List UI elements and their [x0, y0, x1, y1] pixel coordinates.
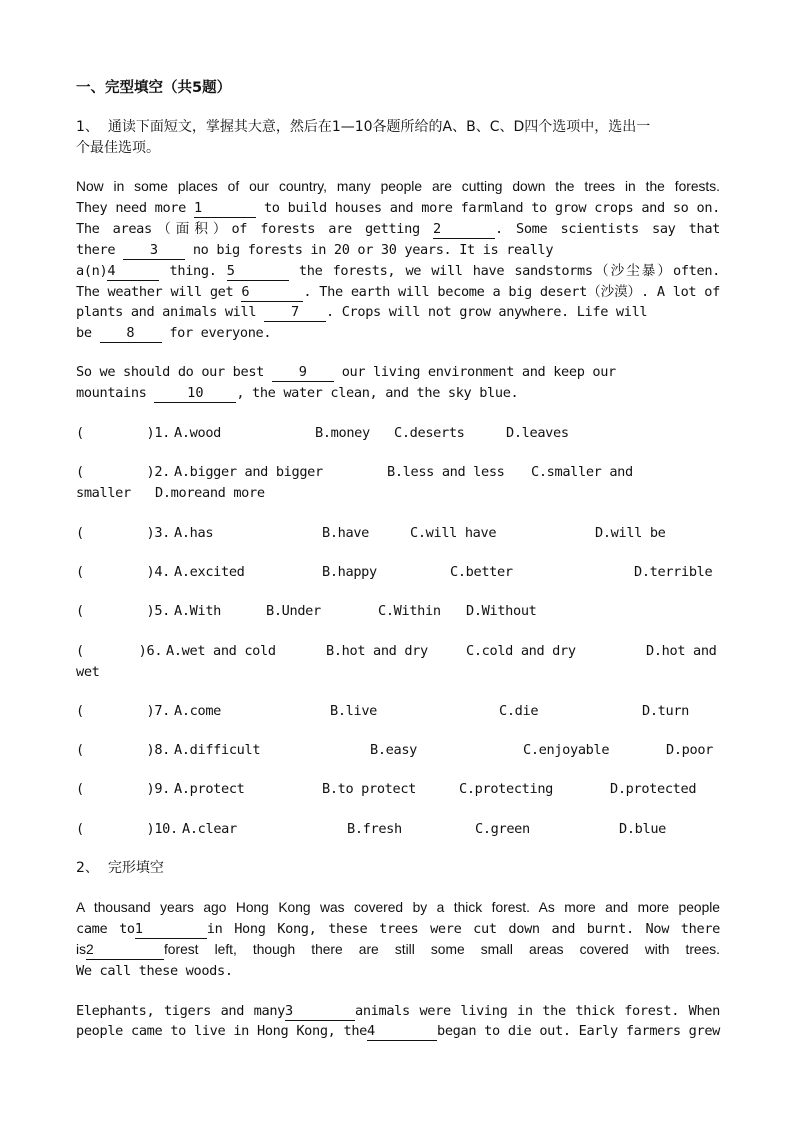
- option-d[interactable]: D.will be: [595, 525, 666, 541]
- option-a[interactable]: A.clear: [182, 821, 237, 837]
- option-a[interactable]: A.bigger and bigger: [174, 464, 323, 480]
- q1-blank-2[interactable]: 2: [433, 221, 495, 239]
- q1-passage-line: The weather will get 6 . The earth will become a big desert（沙漠）. A lot of: [76, 284, 720, 300]
- q1-instruction: [76, 117, 720, 137]
- option-c[interactable]: C.cold and dry: [466, 643, 576, 659]
- q2-title: 完形填空: [107, 860, 164, 876]
- option-a[interactable]: A.protect: [174, 781, 245, 797]
- q1-passage-line: mountains 10 , the water clean, and the sky blue.: [76, 385, 519, 401]
- q2-blank-3[interactable]: 3: [285, 1003, 355, 1021]
- q2-blank-4[interactable]: 4: [367, 1023, 437, 1041]
- option-c[interactable]: C.smaller and: [531, 464, 633, 480]
- option-a[interactable]: A.has: [174, 525, 214, 541]
- q2-heading: [76, 858, 720, 878]
- option-d-wrap: wet: [76, 664, 100, 680]
- section-title: 一、完型填空（共5题）: [76, 80, 232, 96]
- q1-instruction-line2: 个最佳选项。: [76, 140, 160, 156]
- q2-passage-line: We call these woods.: [76, 963, 233, 979]
- q1-passage-line: be 8 for everyone.: [76, 325, 272, 341]
- option-a[interactable]: A.come: [174, 703, 222, 719]
- option-a[interactable]: A.wet and cold: [166, 643, 276, 659]
- option-a[interactable]: A.excited: [174, 564, 245, 580]
- q1-number: 1、: [76, 119, 99, 135]
- option-a[interactable]: A.difficult: [174, 742, 261, 758]
- option-c[interactable]: C.protecting: [459, 781, 554, 797]
- q1-passage-line: The areas（面积）of forests are getting 2 . Some scientists say that: [76, 221, 720, 237]
- option-a[interactable]: A.wood: [174, 425, 222, 441]
- q2-passage-line: Elephants, tigers and many3 animals were living in the thick forest. When: [76, 1003, 720, 1019]
- q1-blank-8[interactable]: 8: [100, 325, 162, 343]
- option-b[interactable]: B.happy: [322, 564, 377, 580]
- option-d[interactable]: D.Without: [466, 603, 537, 619]
- option-c[interactable]: C.will have: [410, 525, 497, 541]
- option-d[interactable]: D.poor: [666, 742, 714, 758]
- q2-passage-line: is2 forest left, though there are still some small areas covered with trees.: [76, 940, 720, 960]
- option-d[interactable]: D.hot and: [646, 643, 717, 659]
- q1-passage-line: there 3 no big forests in 20 or 30 years. It is really: [76, 242, 554, 258]
- q1-passage-line: So we should do our best 9 our living environment and keep our: [76, 364, 616, 380]
- q1-passage-line: plants and animals will 7 . Crops will not grow anywhere. Life will: [76, 304, 648, 320]
- option-c-wrap: smaller: [76, 485, 131, 501]
- option-b[interactable]: B.have: [322, 525, 370, 541]
- option-b[interactable]: B.fresh: [347, 821, 402, 837]
- option-d[interactable]: D.blue: [619, 821, 667, 837]
- q1-blank-10[interactable]: 10: [154, 385, 236, 403]
- option-b[interactable]: B.less and less: [387, 464, 505, 480]
- option-b[interactable]: B.live: [330, 703, 378, 719]
- option-c[interactable]: C.enjoyable: [523, 742, 610, 758]
- option-c[interactable]: C.Within: [378, 603, 441, 619]
- q2-blank-2[interactable]: 2: [86, 942, 164, 960]
- option-c[interactable]: C.green: [475, 821, 530, 837]
- option-c[interactable]: C.deserts: [394, 425, 465, 441]
- q1-blank-6[interactable]: 6: [241, 284, 303, 302]
- option-c[interactable]: C.die: [499, 703, 539, 719]
- q1-blank-1[interactable]: 1: [194, 200, 256, 218]
- option-c[interactable]: C.better: [450, 564, 513, 580]
- option-d[interactable]: D.turn: [642, 703, 690, 719]
- q1-blank-4[interactable]: 4: [107, 263, 159, 281]
- q1-blank-5[interactable]: 5: [227, 263, 289, 281]
- option-b[interactable]: B.easy: [370, 742, 418, 758]
- option-d[interactable]: D.moreand more: [155, 485, 265, 501]
- q1-blank-3[interactable]: 3: [123, 242, 185, 260]
- q2-passage-line: A thousand years ago Hong Kong was covered by a thick forest. As more and more people: [76, 900, 720, 915]
- q1-passage-line: They need more 1 to build houses and more farmland to grow crops and so on.: [76, 200, 720, 216]
- option-b[interactable]: B.money: [315, 425, 370, 441]
- q1-blank-9[interactable]: 9: [272, 364, 334, 382]
- option-d[interactable]: D.protected: [610, 781, 697, 797]
- q1-blank-7[interactable]: 7: [264, 304, 326, 322]
- q2-passage-line: people came to live in Hong Kong, the4 began to die out. Early farmers grew: [76, 1023, 720, 1039]
- option-a[interactable]: A.With: [174, 603, 222, 619]
- q1-instruction-line1: 通读下面短文，掌握其大意，然后在1—10各题所给的A、B、C、D四个选项中，选出一: [107, 119, 651, 135]
- q2-blank-1[interactable]: 1: [135, 921, 207, 939]
- q1-passage-line: Now in some places of our country, many people are cutting down the trees in the forests.: [76, 179, 720, 194]
- q1-passage-line: a(n)4 thing. 5 the forests, we will have sandstorms（沙尘暴）often.: [76, 263, 720, 279]
- option-b[interactable]: B.hot and dry: [326, 643, 428, 659]
- option-b[interactable]: B.Under: [266, 603, 321, 619]
- option-b[interactable]: B.to protect: [322, 781, 417, 797]
- option-d[interactable]: D.terrible: [634, 564, 713, 580]
- option-d[interactable]: D.leaves: [506, 425, 569, 441]
- q2-number: 2、: [76, 860, 99, 876]
- q2-passage-line: came to1 in Hong Kong, these trees were cut down and burnt. Now there: [76, 921, 720, 937]
